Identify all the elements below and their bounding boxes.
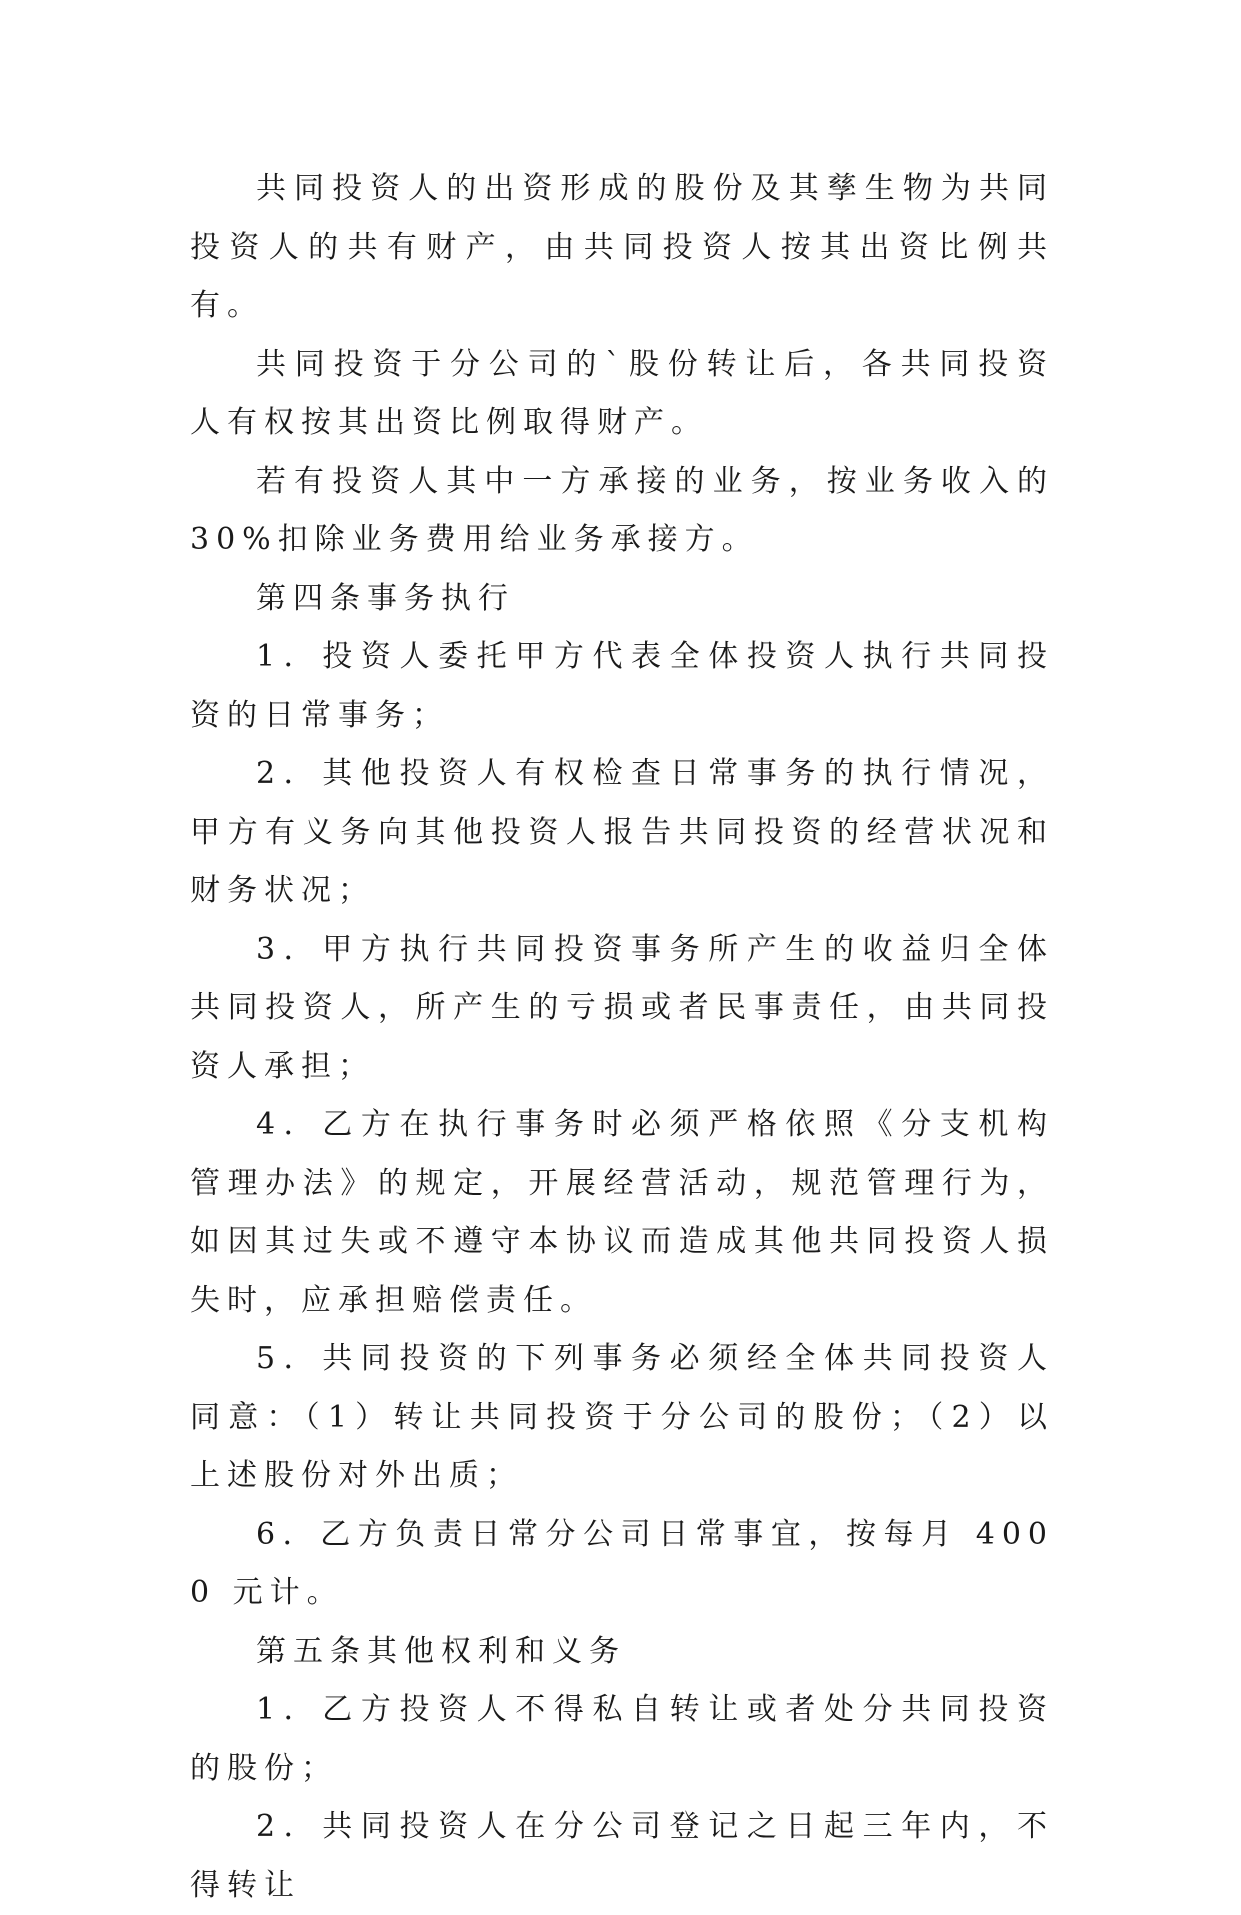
- paragraph-share-transfer: 共同投资于分公司的`股份转让后，各共同投资人有权按其出资比例取得财产。: [190, 346, 1054, 440]
- clause-4-3: 3．甲方执行共同投资事务所产生的收益归全体共同投资人，所产生的亏损或者民事责任，由共同投资人承担；: [190, 931, 1054, 1084]
- document-page: [190, 160, 1054, 1915]
- clause-4-5: 5．共同投资的下列事务必须经全体共同投资人同意：（1）转让共同投资于分公司的股份；（2）以上述股份对外出质；: [190, 1341, 1054, 1493]
- clause-5-1: 1．乙方投资人不得私自转让或者处分共同投资的股份；: [190, 1692, 1054, 1786]
- clause-4-6: 6．乙方负责日常分公司日常事宜，按每月 4000 元计。: [190, 1516, 1054, 1610]
- clause-5-2: 2．共同投资人在分公司登记之日起三年内，不得转让: [190, 1809, 1054, 1903]
- paragraph-jointly-owned-property: 共同投资人的出资形成的股份及其孳生物为共同投资人的共有财产，由共同投资人按其出资比例共有。: [190, 171, 1054, 323]
- paragraph-business-income: 若有投资人其中一方承接的业务，按业务收入的 30%扣除业务费用给业务承接方。: [190, 463, 1054, 557]
- clause-4-1: 1．投资人委托甲方代表全体投资人执行共同投资的日常事务；: [190, 639, 1054, 733]
- heading-article-four: 第四条事务执行: [256, 580, 515, 616]
- clause-4-2: 2．其他投资人有权检查日常事务的执行情况，甲方有义务向其他投资人报告共同投资的经营状况和财务状况；: [190, 756, 1054, 908]
- clause-4-4: 4．乙方在执行事务时必须严格依照《分支机构管理办法》的规定，开展经营活动，规范管理行为，如因其过失或不遵守本协议而造成其他共同投资人损失时，应承担赔偿责任。: [190, 1107, 1054, 1318]
- heading-article-five: 第五条其他权利和义务: [256, 1633, 626, 1669]
